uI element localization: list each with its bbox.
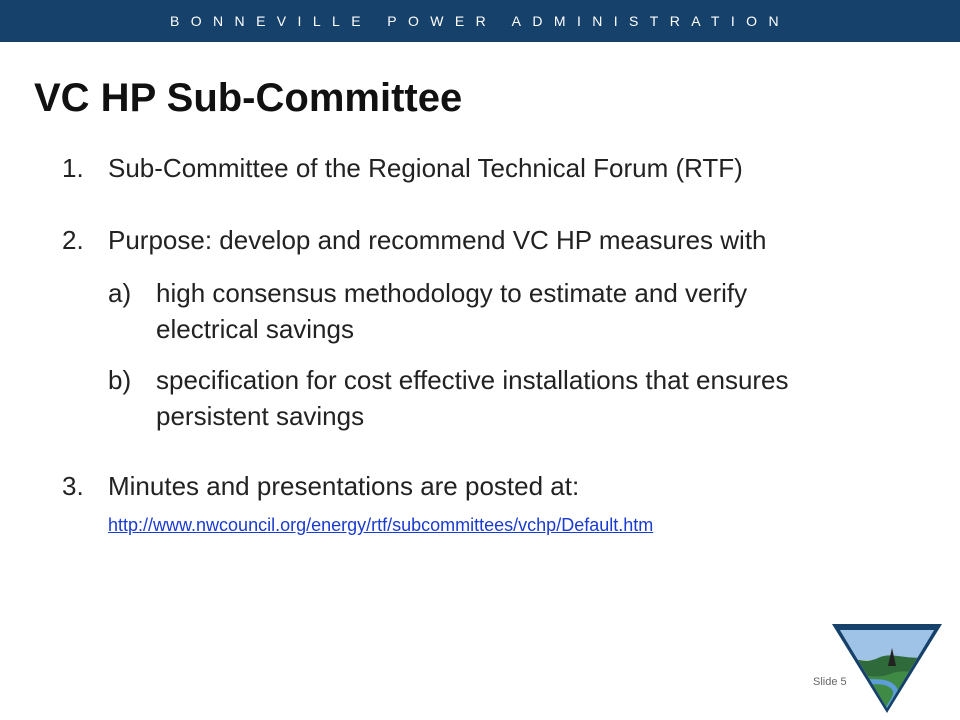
list-item-text: Sub-Committee of the Regional Technical Forum (RTF) bbox=[108, 153, 743, 183]
sub-item-line: electrical savings bbox=[156, 314, 354, 344]
organization-name: BONNEVILLE POWER ADMINISTRATION bbox=[170, 13, 790, 29]
sub-item-line: persistent savings bbox=[156, 401, 365, 431]
slide-title: VC HP Sub-Committee bbox=[34, 76, 463, 120]
sub-item-line: specification for cost effective installations that ensures bbox=[156, 365, 789, 395]
slide-number: Slide 5 bbox=[813, 676, 847, 688]
sub-item-letter: b) bbox=[108, 365, 132, 395]
list-item-text: Purpose: develop and recommend VC HP measures with bbox=[108, 225, 767, 255]
header-bar bbox=[0, 0, 960, 42]
sub-item-line: high consensus methodology to estimate and verify bbox=[156, 278, 748, 308]
list-item-number: 2. bbox=[62, 225, 84, 255]
list-item-number: 3. bbox=[62, 471, 84, 501]
list-item-number: 1. bbox=[62, 153, 84, 183]
sub-item-letter: a) bbox=[108, 278, 132, 308]
list-item-text: Minutes and presentations are posted at: bbox=[108, 471, 580, 501]
minutes-link[interactable]: http://www.nwcouncil.org/energy/rtf/subcommittees/vchp/Default.htm bbox=[108, 515, 654, 535]
bpa-triangle-logo-icon bbox=[830, 622, 944, 714]
